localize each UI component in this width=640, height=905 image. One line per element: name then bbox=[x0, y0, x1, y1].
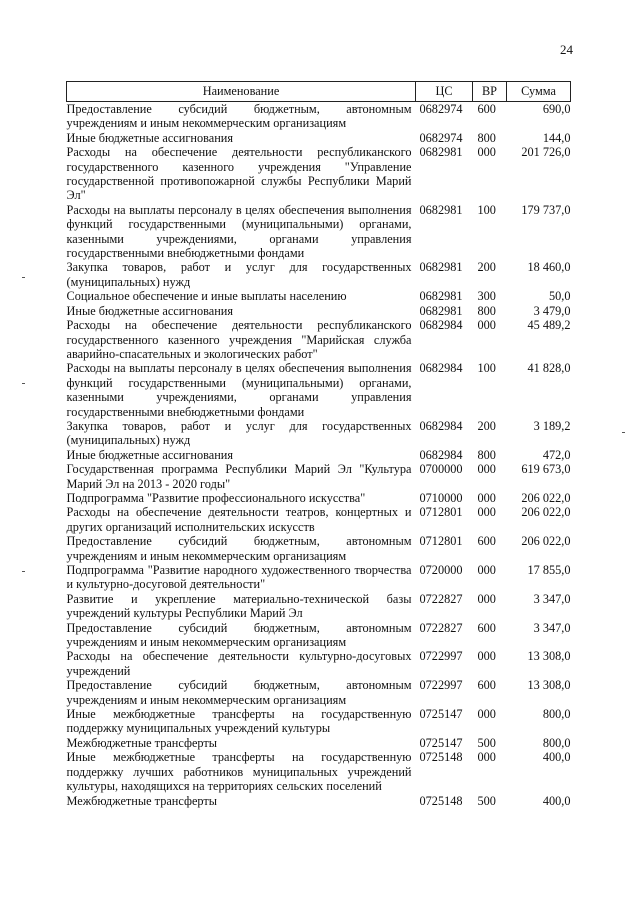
cell-sum: 13 308,0 bbox=[527, 678, 571, 693]
cell-name: Иные межбюджетные трансферты на государственную поддержку лучших работников муниципальных учреждений культуры, находящихся на территориях сельских поселений bbox=[66, 750, 412, 794]
cell-cs: 0725148 bbox=[419, 750, 463, 765]
cell-cs: 0722997 bbox=[419, 678, 463, 693]
table-row bbox=[67, 260, 571, 289]
cell-cs: 0725147 bbox=[419, 707, 463, 722]
cell-name: Расходы на обеспечение деятельности республиканского государственного казенного учреждения "Управление государственной противопожарной службы Республики Марий Эл" bbox=[66, 145, 412, 203]
cell-cs: 0682981 bbox=[419, 145, 463, 160]
cell-sum: 179 737,0 bbox=[521, 202, 571, 217]
table-row bbox=[67, 102, 571, 131]
cell-name: Иные бюджетные ассигнования bbox=[66, 447, 234, 462]
cell-sum: 41 828,0 bbox=[527, 361, 571, 376]
cell-cs: 0712801 bbox=[419, 505, 463, 520]
table-row bbox=[67, 505, 571, 534]
cell-cs: 0682984 bbox=[419, 447, 463, 462]
cell-vr: 000 bbox=[477, 750, 496, 765]
cell-cs: 0722997 bbox=[419, 649, 463, 664]
table-row bbox=[67, 621, 571, 650]
header-name: Наименование bbox=[67, 82, 416, 102]
cell-name: Межбюджетные трансферты bbox=[66, 793, 218, 808]
cell-sum: 3 347,0 bbox=[533, 620, 571, 635]
page-number: 24 bbox=[560, 42, 573, 57]
cell-vr: 000 bbox=[477, 490, 496, 505]
scan-mark bbox=[22, 277, 25, 278]
cell-cs: 0725148 bbox=[419, 793, 463, 808]
cell-vr: 000 bbox=[477, 591, 496, 606]
cell-vr: 600 bbox=[477, 534, 496, 549]
cell-cs: 0682981 bbox=[419, 202, 463, 217]
cell-vr: 000 bbox=[477, 462, 496, 477]
cell-cs: 0712801 bbox=[419, 534, 463, 549]
table-row bbox=[67, 318, 571, 361]
cell-cs: 0722827 bbox=[419, 591, 463, 606]
cell-sum: 3 347,0 bbox=[533, 591, 571, 606]
cell-sum: 690,0 bbox=[542, 102, 571, 116]
cell-sum: 201 726,0 bbox=[521, 145, 571, 160]
cell-cs: 0682984 bbox=[419, 318, 463, 333]
table-row bbox=[67, 794, 571, 808]
table-row bbox=[67, 289, 571, 303]
table-row bbox=[67, 707, 571, 736]
cell-sum: 50,0 bbox=[548, 289, 571, 304]
table-row bbox=[67, 563, 571, 592]
cell-vr: 600 bbox=[477, 102, 496, 116]
cell-name: Расходы на обеспечение деятельности культурно-досуговых учреждений bbox=[66, 649, 412, 678]
cell-sum: 3 189,2 bbox=[533, 418, 571, 433]
table-body bbox=[67, 102, 571, 808]
table-row bbox=[67, 462, 571, 491]
cell-sum: 800,0 bbox=[542, 707, 571, 722]
cell-vr: 500 bbox=[477, 735, 496, 750]
cell-cs: 0725147 bbox=[419, 735, 463, 750]
cell-name: Государственная программа Республики Марий Эл "Культура Марий Эл на 2013 - 2020 годы" bbox=[66, 462, 412, 491]
table-row bbox=[67, 304, 571, 318]
cell-sum: 144,0 bbox=[542, 130, 571, 145]
cell-cs: 0710000 bbox=[419, 490, 463, 505]
cell-sum: 18 460,0 bbox=[527, 260, 571, 275]
table-row bbox=[67, 736, 571, 750]
cell-name: Подпрограмма "Развитие народного художественного творчества и культурно-досуговой деятельности" bbox=[66, 563, 412, 592]
cell-sum: 13 308,0 bbox=[527, 649, 571, 664]
budget-table bbox=[66, 81, 571, 808]
cell-vr: 000 bbox=[477, 563, 496, 577]
header-cs: ЦС bbox=[416, 82, 473, 102]
cell-sum: 800,0 bbox=[542, 735, 571, 750]
cell-vr: 000 bbox=[477, 145, 496, 160]
cell-vr: 000 bbox=[477, 649, 496, 664]
cell-cs: 0682981 bbox=[419, 289, 463, 304]
cell-sum: 472,0 bbox=[542, 447, 571, 462]
cell-name: Расходы на выплаты персоналу в целях обеспечения выполнения функций государственными (муниципальными) органами, казенными учреждениями, органами управления государственными внебюджетными фондами bbox=[66, 361, 412, 419]
cell-name: Предоставление субсидий бюджетным, автономным учреждениям и иным некоммерческим организациям bbox=[66, 620, 412, 650]
table-row bbox=[67, 678, 571, 707]
table-row bbox=[67, 491, 571, 505]
table-row bbox=[67, 419, 571, 448]
table-row bbox=[67, 131, 571, 145]
cell-sum: 17 855,0 bbox=[527, 563, 571, 577]
cell-sum: 400,0 bbox=[542, 750, 571, 765]
cell-vr: 100 bbox=[477, 361, 496, 376]
cell-name: Межбюджетные трансферты bbox=[66, 735, 218, 750]
cell-name: Расходы на выплаты персоналу в целях обеспечения выполнения функций государственными (муниципальными) органами, казенными учреждениями, органами управления государственными внебюджетными фондами bbox=[66, 202, 412, 261]
cell-name: Предоставление субсидий бюджетным, автономным учреждениям и иным некоммерческим организациям bbox=[66, 534, 412, 563]
cell-cs: 0682984 bbox=[419, 418, 463, 433]
scan-mark bbox=[22, 383, 25, 384]
cell-name: Расходы на обеспечение деятельности театров, концертных и других организаций исполнительских искусств bbox=[66, 505, 412, 534]
cell-cs: 0720000 bbox=[419, 563, 463, 577]
cell-vr: 500 bbox=[477, 793, 496, 808]
cell-name: Развитие и укрепление материально-технической базы учреждений культуры Республики Марий Эл bbox=[66, 591, 412, 621]
cell-name: Закупка товаров, работ и услуг для государственных (муниципальных) нужд bbox=[66, 260, 412, 289]
cell-name: Иные бюджетные ассигнования bbox=[66, 303, 234, 318]
table-row bbox=[67, 534, 571, 563]
cell-cs: 0722827 bbox=[419, 620, 463, 635]
cell-vr: 100 bbox=[477, 202, 496, 217]
cell-vr: 800 bbox=[477, 447, 496, 462]
cell-name: Закупка товаров, работ и услуг для государственных (муниципальных) нужд bbox=[66, 418, 412, 448]
table-row bbox=[67, 649, 571, 678]
header-sum: Сумма bbox=[507, 82, 571, 102]
cell-sum: 206 022,0 bbox=[521, 490, 571, 505]
cell-name: Подпрограмма "Развитие профессионального искусства" bbox=[66, 490, 366, 505]
cell-name: Иные бюджетные ассигнования bbox=[66, 130, 234, 145]
cell-vr: 000 bbox=[477, 707, 496, 722]
cell-vr: 000 bbox=[477, 505, 496, 520]
cell-sum: 206 022,0 bbox=[521, 534, 571, 549]
cell-vr: 200 bbox=[477, 418, 496, 433]
cell-name: Предоставление субсидий бюджетным, автономным учреждениям и иным некоммерческим организациям bbox=[66, 102, 412, 131]
table-header-row bbox=[67, 82, 571, 102]
cell-cs: 0682981 bbox=[419, 260, 463, 275]
cell-vr: 600 bbox=[477, 620, 496, 635]
table-row bbox=[67, 361, 571, 419]
cell-vr: 800 bbox=[477, 130, 496, 145]
cell-cs: 0682984 bbox=[419, 361, 463, 376]
cell-name: Иные межбюджетные трансферты на государственную поддержку муниципальных учреждений культуры bbox=[66, 707, 412, 736]
cell-vr: 200 bbox=[477, 260, 496, 275]
table-row bbox=[67, 203, 571, 261]
cell-name: Предоставление субсидий бюджетным, автономным учреждениям и иным некоммерческим организациям bbox=[66, 678, 412, 707]
cell-cs: 0682974 bbox=[419, 102, 463, 116]
cell-vr: 000 bbox=[477, 318, 496, 333]
cell-cs: 0682974 bbox=[419, 130, 463, 145]
table-row bbox=[67, 448, 571, 462]
cell-sum: 400,0 bbox=[542, 793, 571, 808]
cell-sum: 619 673,0 bbox=[521, 462, 571, 477]
cell-vr: 600 bbox=[477, 678, 496, 693]
cell-sum: 206 022,0 bbox=[521, 505, 571, 520]
cell-name: Социальное обеспечение и иные выплаты населению bbox=[66, 289, 347, 304]
cell-vr: 800 bbox=[477, 303, 496, 318]
scan-mark bbox=[622, 432, 625, 433]
table-row bbox=[67, 750, 571, 793]
cell-vr: 300 bbox=[477, 289, 496, 304]
cell-cs: 0700000 bbox=[419, 462, 463, 477]
table-row bbox=[67, 592, 571, 621]
cell-name: Расходы на обеспечение деятельности республиканского государственного казенного учреждения "Марийская служба аварийно-спасательных и экологических работ" bbox=[66, 318, 412, 361]
cell-sum: 3 479,0 bbox=[533, 303, 571, 318]
cell-sum: 45 489,2 bbox=[527, 318, 571, 333]
cell-cs: 0682981 bbox=[419, 303, 463, 318]
header-vr: ВР bbox=[473, 82, 507, 102]
scan-mark bbox=[22, 571, 25, 572]
table-row bbox=[67, 145, 571, 203]
